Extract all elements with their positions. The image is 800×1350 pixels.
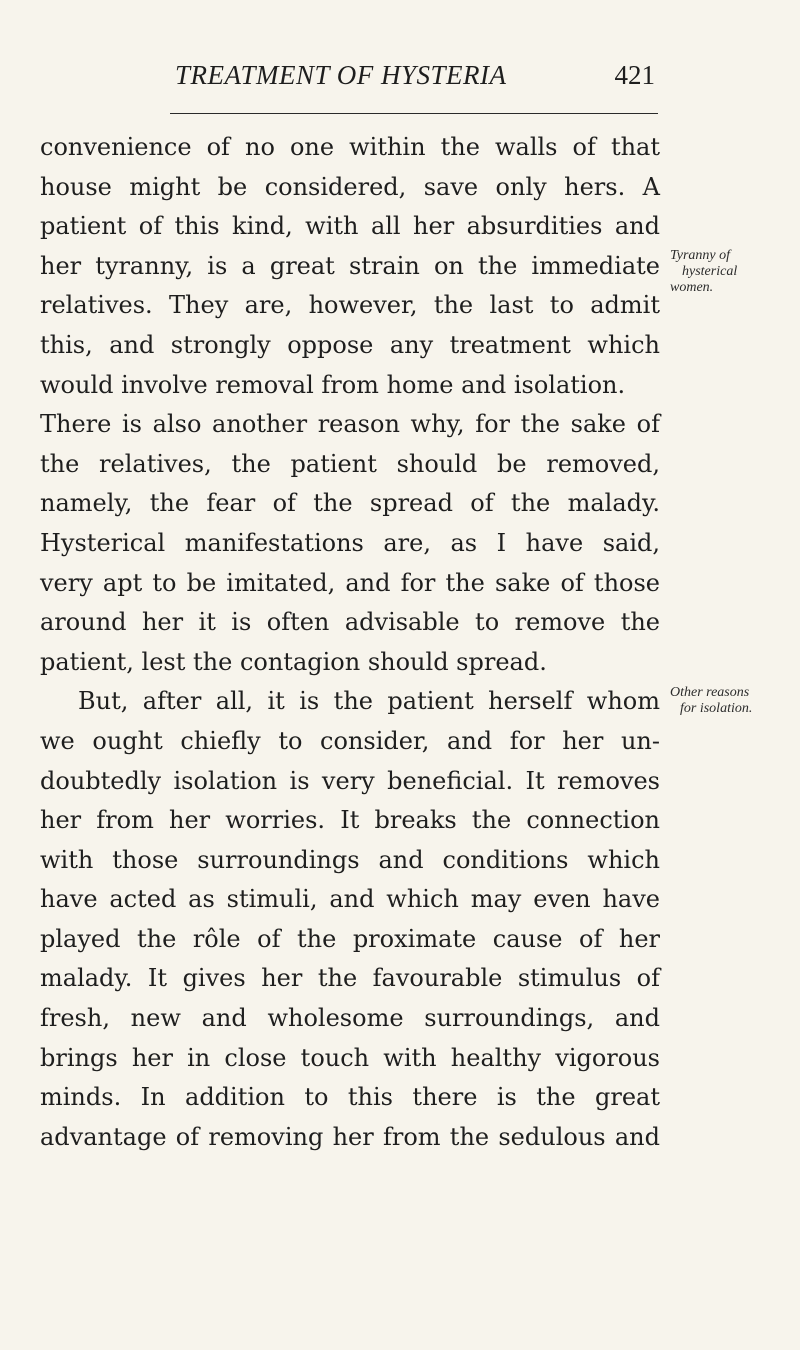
margin-note-tyranny [670, 248, 798, 296]
margin-note-line: Other reasons [670, 685, 750, 700]
text-line: There is also another reason why, for the sake of [40, 410, 660, 439]
text-line: doubtedly isolation is very beneficial. It removes [40, 766, 660, 795]
text-line: have acted as stimuli, and which may even have [40, 885, 660, 914]
text-line: malady. It gives her the favourable stimulus of [40, 964, 660, 993]
text-line: fresh, new and wholesome surroundings, and [40, 1004, 660, 1033]
text-line: convenience of no one within the walls of that [40, 133, 660, 161]
text-line: brings her in close touch with healthy vigorous [40, 1043, 660, 1072]
text-line: relatives. They are, however, the last to admit [40, 291, 660, 320]
text-line: minds. In addition to this there is the great [40, 1083, 660, 1112]
text-line: But, after all, it is the patient herself whom [78, 687, 660, 716]
text-line: patient, lest the contagion should spread. [40, 647, 547, 676]
margin-note-line: hysterical [682, 264, 738, 279]
text-line: around her it is often advisable to remove the [40, 608, 660, 637]
text-line: house might be considered, save only hers. A [40, 172, 660, 201]
text-line: her tyranny, is a great strain on the immediate [40, 251, 660, 280]
running-title: TREATMENT OF HYSTERIA [175, 60, 507, 90]
margin-note-line: for isolation. [680, 701, 753, 716]
text-line: her from her worries. It breaks the connection [40, 806, 660, 835]
margin-note-line: Tyranny of [670, 248, 731, 263]
text-line: with those surroundings and conditions which [40, 845, 660, 874]
margin-note-isolation [670, 685, 798, 717]
text-line: patient of this kind, with all her absurdities and [40, 212, 660, 241]
text-line: Hysterical manifestations are, as I have said, [40, 528, 660, 557]
text-line: namely, the fear of the spread of the malady. [40, 489, 660, 518]
running-head [175, 60, 655, 100]
body-text [40, 128, 660, 1157]
text-line: played the rôle of the proximate cause of her [40, 924, 660, 953]
text-line: very apt to be imitated, and for the sake of those [40, 568, 660, 597]
text-line: advantage of removing her from the sedulous and [40, 1122, 660, 1151]
header-rule [170, 113, 658, 114]
text-line: this, and strongly oppose any treatment which [40, 330, 660, 359]
text-line: we ought chiefly to consider, and for her un- [40, 726, 660, 755]
page-number: 421 [614, 60, 655, 90]
text-line: the relatives, the patient should be removed, [40, 449, 660, 478]
margin-note-line: women. [670, 280, 714, 295]
text-line: would involve removal from home and isolation. [40, 370, 626, 399]
